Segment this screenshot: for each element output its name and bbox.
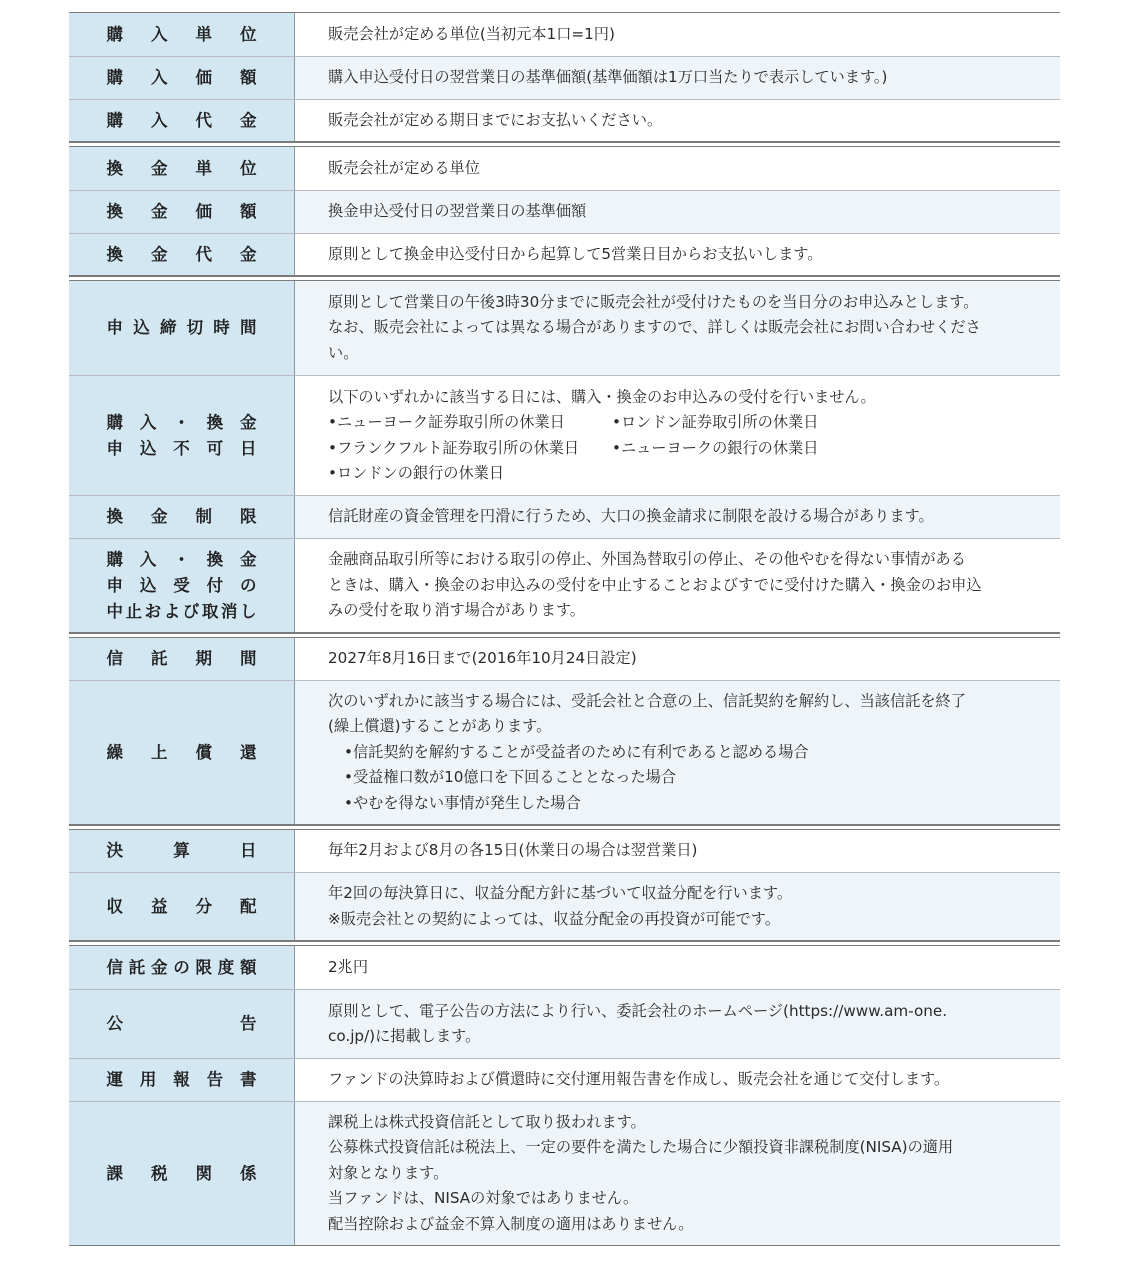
label-char: 込: [139, 438, 157, 458]
label-distribution: [69, 873, 295, 940]
label-text: [107, 410, 257, 436]
value-line: 販売会社が定める期日までにお支払いください。: [328, 110, 663, 129]
label-char: 中: [106, 601, 123, 621]
label-char: 入: [151, 68, 168, 87]
label-char: 入: [139, 549, 157, 569]
label-char: ・: [173, 412, 190, 432]
holiday-pair: [328, 436, 1040, 461]
label-char: お: [144, 601, 162, 621]
value-purchase-payment: [295, 100, 1060, 141]
label-char: 申: [106, 318, 123, 337]
label-char: 度: [217, 957, 235, 977]
row-purchase-unit: [69, 12, 1060, 56]
value-line: 2027年8月16日まで(2016年10月24日設定): [328, 649, 637, 668]
condition-item: •信託契約を解約することが受益者のために有利であると認める場合: [344, 742, 809, 761]
label-char: 運: [106, 1070, 123, 1089]
label-char: 限: [240, 507, 257, 526]
label-char: 換: [106, 244, 123, 264]
label-char: 単: [195, 24, 212, 44]
label-char: 価: [195, 68, 212, 87]
label-char: 金: [151, 202, 168, 221]
label-char: 位: [240, 158, 257, 178]
value-line: ファンドの決算時および償還時に交付運用報告書を作成し、販売会社を通じて交付します。: [328, 1070, 950, 1089]
value-redemption-limit: [295, 496, 1060, 538]
label-char: 換: [206, 412, 224, 432]
label-char: 受: [173, 575, 190, 595]
label-char: 課: [106, 1163, 123, 1183]
label-management-report: [69, 1059, 295, 1101]
label-char: 代: [195, 110, 212, 130]
value-line: 年2回の毎決算日に、収益分配方針に基づいて収益分配を行います。: [328, 884, 793, 903]
label-char: 公: [106, 1014, 123, 1033]
label-text: [107, 838, 257, 864]
condition-item: •受益権口数が10億口を下回ることとなった場合: [344, 768, 677, 787]
label-char: 償: [195, 742, 212, 762]
label-text: [107, 740, 257, 766]
value-line: 原則として営業日の午後3時30分までに販売会社が受付けたものを当日分のお申込みとします。: [328, 292, 979, 311]
value-settlement-date: [295, 830, 1060, 872]
label-char: 込: [139, 575, 157, 595]
value-line: 公募株式投資信託は税法上、一定の要件を満たした場合に少額投資非課税制度(NISA)の適用: [328, 1138, 954, 1157]
value-public-notice: [295, 990, 1060, 1058]
label-char: 単: [195, 158, 212, 178]
value-taxation: [295, 1102, 1060, 1245]
label-char: 託: [128, 957, 146, 977]
label-text: [107, 547, 257, 573]
value-line: 購入申込受付日の翌営業日の基準価額(基準価額は1万口当たりで表示しています。): [328, 68, 888, 87]
value-purchase-unit: [295, 13, 1060, 56]
label-char: び: [182, 601, 200, 621]
value-non-application-days: [295, 376, 1060, 495]
label-text: [107, 156, 257, 182]
label-text: [107, 108, 257, 134]
row-settlement-date: [69, 830, 1060, 872]
holiday-pair: [328, 410, 1040, 435]
label-char: 金: [151, 158, 168, 178]
label-purchase-payment: [69, 100, 295, 141]
label-char: 付: [206, 575, 224, 595]
label-char: 申: [106, 438, 123, 458]
label-char: 日: [240, 841, 257, 860]
label-char: 収: [106, 896, 123, 916]
value-line: みの受付を取り消す場合があります。: [328, 601, 585, 620]
row-application-deadline: [69, 281, 1060, 375]
row-redemption-payment: [69, 233, 1060, 276]
label-char: 不: [173, 438, 190, 458]
label-char: 分: [195, 896, 212, 916]
value-line: 信託財産の資金管理を円滑に行うため、大口の換金請求に制限を設ける場合があります。: [328, 507, 934, 526]
label-char: 金: [240, 110, 257, 130]
value-line: 当ファンドは、NISAの対象ではありません。: [328, 1189, 639, 1208]
value-redemption-unit: [295, 147, 1060, 190]
value-line: 毎年2月および8月の各15日(休業日の場合は翌営業日): [328, 841, 698, 860]
label-char: 代: [195, 244, 212, 264]
label-char: 信: [106, 649, 123, 668]
row-taxation: [69, 1101, 1060, 1246]
holiday-item: •ニューヨークの銀行の休業日: [612, 438, 819, 457]
label-char: 還: [240, 742, 257, 762]
label-char: の: [240, 575, 257, 595]
label-char: 価: [195, 202, 212, 221]
row-non-application-days: [69, 375, 1060, 495]
label-char: 購: [106, 412, 123, 432]
label-early-redemption: [69, 681, 295, 824]
value-line: 2兆円: [328, 957, 369, 976]
label-purchase-price: [69, 57, 295, 99]
label-text: [107, 504, 257, 530]
value-line: 配当控除および益金不算入制度の適用はありません。: [328, 1214, 694, 1233]
row-distribution: [69, 872, 1060, 941]
row-suspension: [69, 538, 1060, 633]
label-char: 込: [133, 318, 150, 337]
label-char: ・: [173, 549, 190, 569]
label-char: 入: [151, 24, 168, 44]
label-public-notice: [69, 990, 295, 1058]
label-char: し: [239, 601, 257, 621]
label-char: 金: [240, 412, 257, 432]
label-redemption-price: [69, 191, 295, 233]
value-redemption-payment: [295, 234, 1060, 275]
value-line: 次のいずれかに該当する場合には、受託会社と合意の上、信託契約を解約し、当該信託を終了: [328, 691, 966, 710]
label-char: 取: [201, 601, 219, 621]
label-text: [107, 1161, 257, 1187]
label-text: [107, 65, 257, 91]
label-text: [107, 955, 257, 981]
label-char: 止: [125, 601, 143, 621]
label-char: 購: [106, 110, 123, 130]
label-char: 申: [106, 575, 123, 595]
label-char: 可: [206, 438, 224, 458]
label-char: 日: [240, 438, 257, 458]
label-char: 間: [240, 649, 257, 668]
value-line: 以下のいずれかに該当する日には、購入・換金のお申込みの受付を行いません。: [328, 387, 876, 406]
label-char: 告: [206, 1070, 224, 1089]
label-char: 制: [195, 507, 212, 526]
value-redemption-price: [295, 191, 1060, 233]
label-char: 信: [106, 957, 123, 977]
holiday-item: •ロンドンの銀行の休業日: [328, 463, 505, 482]
label-char: 金: [240, 549, 257, 569]
label-text: [107, 436, 257, 462]
label-text: [107, 242, 257, 268]
label-text: [107, 1011, 257, 1037]
label-char: 繰: [106, 742, 123, 762]
value-line: 課税上は株式投資信託として取り扱われます。: [328, 1112, 646, 1131]
label-char: 用: [139, 1070, 157, 1089]
label-char: 決: [106, 841, 123, 860]
label-char: 期: [195, 649, 212, 668]
row-public-notice: [69, 989, 1060, 1058]
label-settlement-date: [69, 830, 295, 872]
label-trust-period: [69, 638, 295, 680]
label-text: [107, 646, 257, 672]
fund-info-table: [69, 12, 1060, 1246]
label-char: 書: [240, 1070, 257, 1089]
label-redemption-payment: [69, 234, 295, 275]
row-early-redemption: [69, 680, 1060, 825]
label-char: 限: [195, 957, 212, 977]
label-char: 切: [186, 318, 204, 337]
value-application-deadline: [295, 281, 1060, 375]
value-line: (繰上償還)することがあります。: [328, 717, 552, 736]
value-distribution: [295, 873, 1060, 940]
label-char: 配: [240, 896, 257, 916]
value-management-report: [295, 1059, 1060, 1101]
value-line: い。: [328, 343, 359, 362]
label-text: [107, 315, 257, 341]
value-line: 対象となります。: [328, 1163, 449, 1182]
label-char: 入: [139, 412, 157, 432]
label-char: の: [173, 957, 190, 977]
row-purchase-payment: [69, 99, 1060, 142]
label-char: よ: [163, 601, 181, 621]
value-line: 換金申込受付日の翌営業日の基準価額: [328, 202, 587, 221]
value-line: ※販売会社との契約によっては、収益分配金の再投資が可能です。: [328, 909, 780, 928]
value-trust-limit: [295, 946, 1060, 989]
row-redemption-price: [69, 190, 1060, 233]
label-char: 消: [220, 601, 238, 621]
label-taxation: [69, 1102, 295, 1245]
value-line: 原則として換金申込受付日から起算して5営業日目からお支払いします。: [328, 244, 823, 263]
label-char: 金: [151, 507, 168, 526]
label-suspension: [69, 539, 295, 632]
row-redemption-unit: [69, 147, 1060, 190]
label-char: 算: [173, 841, 190, 860]
label-char: 換: [106, 158, 123, 178]
value-line: 販売会社が定める単位: [328, 158, 480, 177]
label-char: 換: [106, 202, 123, 221]
label-char: 間: [239, 318, 257, 337]
label-non-application-days: [69, 376, 295, 495]
label-char: 関: [195, 1163, 212, 1183]
label-char: 報: [173, 1070, 190, 1089]
row-purchase-price: [69, 56, 1060, 99]
holiday-item: •ニューヨーク証券取引所の休業日: [328, 413, 565, 432]
label-char: 金: [151, 244, 168, 264]
row-trust-limit: [69, 946, 1060, 989]
value-line: 原則として、電子公告の方法により行い、委託会社のホームページ(https://www.am-one.: [328, 1001, 948, 1020]
label-char: 位: [240, 24, 257, 44]
label-char: 額: [240, 957, 257, 977]
label-text: [107, 199, 257, 225]
label-char: 額: [240, 68, 257, 87]
label-char: 託: [151, 649, 168, 668]
label-char: 益: [151, 896, 168, 916]
row-redemption-limit: [69, 495, 1060, 538]
label-char: 係: [240, 1163, 257, 1183]
label-char: 金: [151, 957, 168, 977]
value-line: ときは、購入・換金のお申込みの受付を中止することおよびすでに受付けた購入・換金のお申込: [328, 575, 982, 594]
label-char: 購: [106, 549, 123, 569]
label-text: [107, 1067, 257, 1093]
label-char: 購: [106, 68, 123, 87]
value-early-redemption: [295, 681, 1060, 824]
value-trust-period: [295, 638, 1060, 680]
holiday-item: •フランクフルト証券取引所の休業日: [328, 438, 580, 457]
label-char: 入: [151, 110, 168, 130]
label-char: 金: [240, 244, 257, 264]
label-text: [107, 22, 257, 48]
value-line: なお、販売会社によっては異なる場合がありますので、詳しくは販売会社にお問い合わせくださ: [328, 318, 981, 337]
label-char: 告: [240, 1014, 257, 1033]
value-line: co.jp/)に掲載します。: [328, 1027, 481, 1045]
value-line: 販売会社が定める単位(当初元本1口=1円): [328, 24, 615, 43]
label-char: 換: [106, 507, 123, 526]
value-purchase-price: [295, 57, 1060, 99]
label-char: 購: [106, 24, 123, 44]
label-char: 換: [206, 549, 224, 569]
holiday-item: •ロンドン証券取引所の休業日: [612, 413, 819, 432]
value-line: 金融商品取引所等における取引の停止、外国為替取引の停止、その他やむを得ない事情がある: [328, 550, 966, 569]
label-text: [107, 599, 257, 625]
label-char: 時: [213, 318, 230, 337]
label-char: 締: [159, 318, 177, 337]
row-trust-period: [69, 638, 1060, 680]
label-trust-limit: [69, 946, 295, 989]
label-purchase-unit: [69, 13, 295, 56]
label-text: [107, 894, 257, 920]
label-application-deadline: [69, 281, 295, 375]
value-suspension: [295, 539, 1060, 632]
row-management-report: [69, 1058, 1060, 1101]
label-char: 上: [151, 742, 168, 762]
label-char: 税: [151, 1163, 168, 1183]
condition-item: •やむを得ない事情が発生した場合: [344, 793, 581, 812]
label-redemption-limit: [69, 496, 295, 538]
label-char: 額: [240, 202, 257, 221]
label-redemption-unit: [69, 147, 295, 190]
label-text: [107, 573, 257, 599]
